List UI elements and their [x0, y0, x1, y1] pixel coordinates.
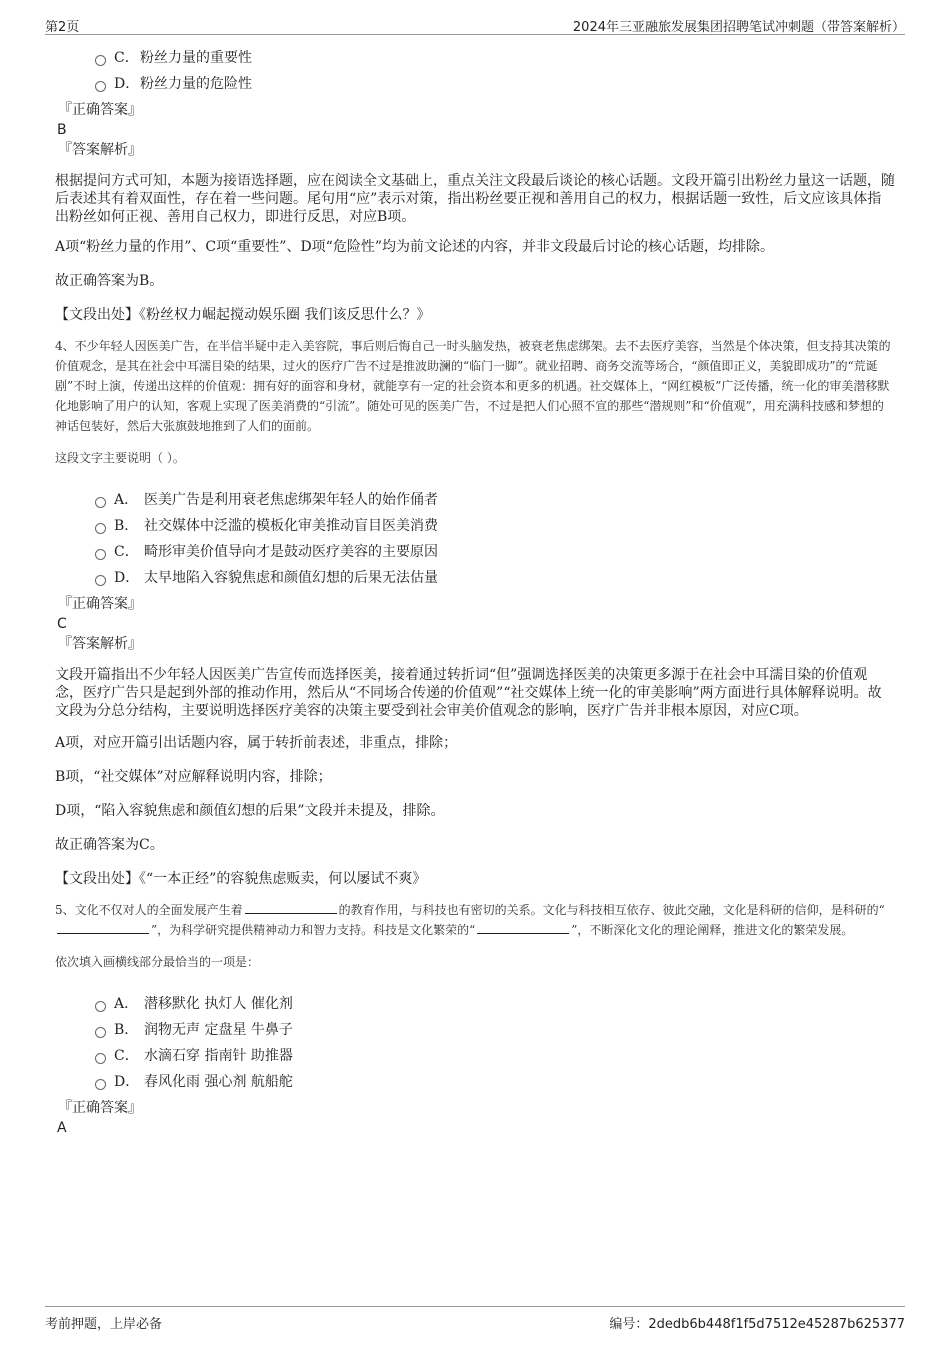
q4-answer: C [57, 616, 67, 632]
page-footer [45, 1306, 905, 1332]
q4-source: 【文段出处】《“一本正经”的容貌焦虑贩卖，何以屡试不爽》 [55, 871, 427, 887]
q5-option-a[interactable]: A． 潜移默化 执灯人 催化剂 [95, 990, 895, 1016]
q3-source: 【文段出处】《粉丝权力崛起搅动娱乐圈 我们该反思什么？》 [55, 307, 431, 323]
radio-icon[interactable] [95, 1053, 106, 1064]
fill-blank-1 [245, 902, 337, 914]
q4-answer-label: 『正确答案』 [58, 596, 142, 612]
q5-options [95, 990, 895, 1094]
radio-icon[interactable] [95, 549, 106, 560]
q3-analysis-3: 故正确答案为B。 [55, 273, 164, 289]
q5-option-b[interactable]: B． 润物无声 定盘星 牛鼻子 [95, 1016, 895, 1042]
q4-option-c[interactable]: C． 畸形审美价值导向才是鼓动医疗美容的主要原因 [95, 538, 895, 564]
q4-analysis-1: 文段开篇指出不少年轻人因医美广告宣传而选择医美，接着通过转折词“但”强调选择医美的决策更多源于在社会中耳濡目染的价值观念，医疗广告只是起到外部的推动作用，然后从“不同场合传递的价值观”“社交媒体上统一化的审美影响”两方面进行具体解释说明。故文段为分总分结构，主要说明选择医疗美容的决策主要受到社会审美价值观念的影响，医疗广告并非根本原因，对应C项。 [55, 667, 882, 719]
radio-icon[interactable] [95, 81, 106, 92]
q3-analysis-2: A项“粉丝力量的作用”、C项“重要性”、D项“危险性”均为前文论述的内容，并非文段最后讨论的核心话题，均排除。 [55, 239, 774, 255]
q4-analysis-4: D项，“陷入容貌焦虑和颜值幻想的后果”文段并未提及，排除。 [55, 803, 445, 819]
fill-blank-2 [57, 922, 149, 934]
q4-passage: 4、不少年轻人因医美广告，在半信半疑中走入美容院，事后则后悔自己一时头脑发热，被衰老焦虑绑架。去不去医疗美容，当然是个体决策，但支持其决策的价值观念，是其在社会中耳濡目染的结果，过火的医疗广告不过是推波助澜的“临门一脚”。就业招聘、商务交流等场合，“颜值即正义，美貌即成功”的“荒诞剧”不时上演，传递出这样的价值观：拥有好的面容和身材，就能享有一定的社会资本和更多的机遇。社交媒体上，“网红模板”广泛传播，统一化的审美潜移默化地影响了用户的认知，客观上实现了医美消费的“引流”。随处可见的医美广告，不过是把人们心照不宣的那些“潜规则”和“价值观”，用充满科技感和梦想的神话包装好，然后大张旗鼓地推到了人们的面前。 [55, 339, 891, 433]
q3-analysis-1: 根据提问方式可知，本题为接语选择题，应在阅读全文基础上，重点关注文段最后谈论的核心话题。文段开篇引出粉丝力量这一话题，随后表述其有着双面性，存在着一些问题。尾句用“应”表示对策，指出粉丝要正视和善用自己的权力，根据话题一致性，后文应该具体指出粉丝如何正视、善用自己权力，即进行反思，对应B项。 [55, 173, 895, 225]
q3-option-d[interactable]: D． 粉丝力量的危险性 [95, 70, 895, 96]
q5-option-d[interactable]: D． 春风化雨 强心剂 航船舵 [95, 1068, 895, 1094]
q4-analysis-3: B项，“社交媒体”对应解释说明内容，排除； [55, 769, 332, 785]
radio-icon[interactable] [95, 1027, 106, 1038]
q3-answer-label: 『正确答案』 [58, 102, 142, 118]
q5-answer-label: 『正确答案』 [58, 1100, 142, 1116]
q4-prompt: 这段文字主要说明（ ）。 [55, 451, 185, 465]
q5-passage: 5、文化不仅对人的全面发展产生着 的教育作用，与科技也有密切的关系。文化与科技相互依存、彼此交融，文化是科研的信仰，是科研的“”，为科学研究提供精神动力和智力支持。科技是文化繁荣的“ ”，不断深化文化的理论阐释，推进文化的繁荣发展。 [55, 903, 885, 937]
page-number: 第2页 [45, 20, 80, 35]
q3-option-c[interactable]: C． 粉丝力量的重要性 [95, 44, 895, 70]
radio-icon[interactable] [95, 1001, 106, 1012]
q4-analysis-2: A项，对应开篇引出话题内容，属于转折前表述，非重点，排除； [55, 735, 458, 751]
q4-analysis-label: 『答案解析』 [58, 636, 142, 652]
radio-icon[interactable] [95, 1079, 106, 1090]
q3-options [95, 44, 895, 96]
document-title: 2024年三亚融旅发展集团招聘笔试冲刺题（带答案解析） [572, 20, 905, 35]
q3-answer: B [57, 122, 67, 138]
radio-icon[interactable] [95, 55, 106, 66]
q5-prompt: 依次填入画横线部分最恰当的一项是： [55, 955, 260, 969]
q3-analysis-label: 『答案解析』 [58, 142, 142, 158]
radio-icon[interactable] [95, 497, 106, 508]
q5-answer: A [57, 1120, 67, 1136]
document-serial: 编号：2dedb6b448f1f5d7512e45287b625377 [609, 1317, 905, 1332]
q4-option-d[interactable]: D． 太早地陷入容貌焦虑和颜值幻想的后果无法估量 [95, 564, 895, 590]
q4-option-b[interactable]: B． 社交媒体中泛滥的模板化审美推动盲目医美消费 [95, 512, 895, 538]
q4-options [95, 486, 895, 590]
page-content [55, 44, 895, 1138]
radio-icon[interactable] [95, 523, 106, 534]
q4-analysis-5: 故正确答案为C。 [55, 837, 164, 853]
footer-slogan: 考前押题，上岸必备 [45, 1317, 163, 1332]
radio-icon[interactable] [95, 575, 106, 586]
q5-option-c[interactable]: C． 水滴石穿 指南针 助推器 [95, 1042, 895, 1068]
page-header [45, 14, 905, 35]
fill-blank-3 [477, 922, 569, 934]
q4-option-a[interactable]: A． 医美广告是利用衰老焦虑绑架年轻人的始作俑者 [95, 486, 895, 512]
